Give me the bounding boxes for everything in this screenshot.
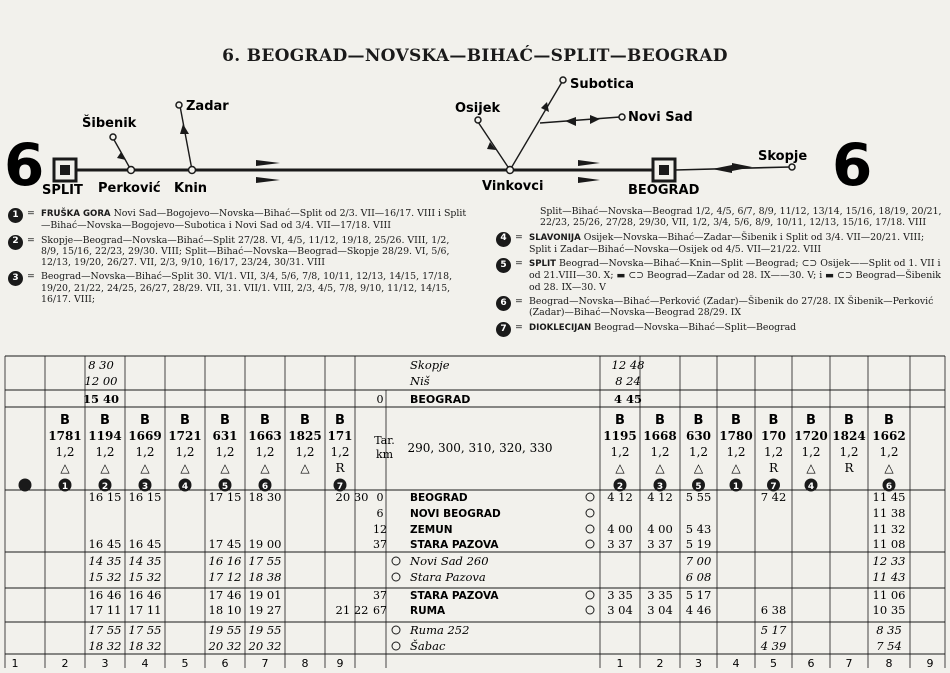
time-cell: 19 55 — [208, 623, 242, 637]
note-1: 1 = FRUŠKA GORA Novi Sad—Bogojevo—Novska—Bihać—Split od 2/3. VII—16/17. VIII i Split—Bihać—Novska—Bogojevo—Subotica i Novi Sad od 3/4. VII—17/18. VIII — [8, 208, 468, 232]
station-name: STARA PAZOVA — [410, 590, 499, 602]
train-class: 1,2 — [55, 445, 75, 459]
time-cell: 14 35 — [88, 554, 122, 568]
note-3: 3 = Beograd—Novska—Bihać—Split 30. VI/1. VII, 3/4, 5/6, 7/8, 10/11, 12/13, 14/15, 17/18, 19/20, 21/22, 24/25, 26/27, 28/29. VII, 31. VII/1. VIII, 2/3, 4/5, 7/8, 9/10, 11/12, 14/15, 16/17. VIII; — [8, 271, 468, 305]
km-cell: 37 — [373, 589, 387, 602]
time-cell: 3 37 — [647, 537, 673, 551]
arrow-skopje-1 — [712, 165, 732, 173]
station-dot-subotica — [560, 77, 566, 83]
train-class: 1,2 — [295, 445, 315, 459]
time-cell: 8 24 — [615, 374, 641, 388]
train-symbol: △ — [260, 461, 270, 475]
train-note-number: 5 — [221, 482, 229, 492]
time-cell: 4 39 — [760, 639, 787, 653]
station-dot-vinkovci — [507, 167, 514, 174]
time-cell: 5 55 — [685, 490, 712, 504]
time-cell: 8 30 — [88, 358, 114, 372]
station-circle — [392, 642, 400, 650]
time-cell: 3 04 — [607, 603, 633, 617]
time-cell: 4 00 — [647, 522, 673, 536]
time-cell: 19 55 — [248, 623, 282, 637]
arrow-novi-sad-2 — [590, 115, 600, 124]
note-mark: 4 — [496, 232, 511, 247]
train-note-number: 1 — [61, 482, 69, 492]
note-7: 7 = DIOKLECIJAN Beograd—Novska—Bihać—Split—Beograd — [496, 322, 944, 337]
train-note-number: 6 — [261, 482, 269, 492]
time-cell: 17 55 — [248, 554, 282, 568]
km-cell: 12 — [373, 523, 387, 536]
train-class: 1,2 — [135, 445, 155, 459]
time-cell: 11 32 — [872, 522, 906, 536]
column-number: 7 — [261, 657, 269, 670]
station-circle — [586, 509, 594, 517]
time-cell: 11 08 — [872, 537, 906, 551]
label-skopje: Skopje — [758, 149, 808, 164]
time-cell: 4 12 — [607, 490, 633, 504]
train-symbol: △ — [615, 461, 625, 475]
train-symbol: △ — [884, 461, 894, 475]
time-cell: 3 35 — [647, 588, 673, 602]
train-class: 1,2 — [255, 445, 275, 459]
train-category: B — [60, 413, 70, 428]
page-title: 6. BEOGRAD—NOVSKA—BIHAĆ—SPLIT—BEOGRAD — [222, 46, 728, 66]
train-category: B — [100, 413, 110, 428]
train-note-number: 2 — [616, 482, 624, 492]
time-cell: 11 43 — [872, 570, 906, 584]
time-cell: 12 33 — [872, 554, 906, 568]
column-number: 5 — [181, 657, 189, 670]
km-cell: 0 — [376, 393, 384, 406]
train-symbol: △ — [806, 461, 816, 475]
train-symbol: R — [768, 461, 779, 475]
train-class: 1,2 — [726, 445, 746, 459]
column-number: 4 — [732, 657, 740, 670]
train-number: 1194 — [88, 429, 122, 443]
label-osijek: Osijek — [455, 101, 501, 116]
train-number: 1781 — [48, 429, 82, 443]
train-class: 1,2 — [801, 445, 821, 459]
train-note-number: 5 — [695, 482, 702, 492]
note-5: 5 = SPLIT Beograd—Novska—Bihać—Knin—Split —Beograd; ⊂⊃ Osijek——Split od 1. VII i od 21.VIII—30. X; ▬ ⊂⊃ Beograd—Zadar od 28. IX——30. V; i ▬ ⊂⊃ Beograd—Šibenik od 28. IX—30. V — [496, 258, 944, 293]
time-cell: 5 43 — [685, 522, 712, 536]
arrow-sibenik — [117, 152, 126, 160]
train-category: B — [140, 413, 150, 428]
time-cell: 4 12 — [647, 490, 673, 504]
time-cell: 5 19 — [685, 537, 712, 551]
time-cell: 18 10 — [208, 603, 242, 617]
train-symbol: R — [844, 461, 854, 475]
time-cell: 20 32 — [208, 639, 242, 653]
line-novi-sad — [540, 117, 620, 123]
train-category: B — [260, 413, 270, 428]
column-number: 1 — [616, 657, 624, 670]
train-category: B — [335, 413, 345, 428]
station-name: Stara Pazova — [410, 570, 486, 584]
station-name: ZEMUN — [410, 524, 453, 536]
time-cell: 12 00 — [84, 374, 118, 388]
note-train-name: FRUŠKA GORA — [41, 209, 111, 219]
train-number: 1662 — [872, 429, 906, 443]
train-note-number: 7 — [336, 482, 344, 492]
time-cell: 17 11 — [128, 603, 162, 617]
time-cell: 16 15 — [88, 490, 122, 504]
train-note-number: 7 — [770, 482, 777, 492]
time-cell: 7 54 — [876, 639, 902, 653]
note-train-name: DIOKLECIJAN — [529, 322, 592, 333]
train-symbol: △ — [693, 461, 704, 475]
note-train-name: SPLIT — [529, 259, 557, 270]
time-cell: 15 40 — [82, 392, 120, 406]
train-class: 1,2 — [330, 445, 350, 459]
route-map — [0, 70, 950, 202]
time-cell: 8 35 — [876, 623, 902, 637]
train-symbol: △ — [60, 461, 70, 475]
note-2: 2 = Skopje—Beograd—Novska—Bihać—Split 27/28. VI, 4/5, 11/12, 19/18, 25/26. VIII, 1/2, 8/9, 15/16, 22/23, 29/30. VIII; Split—Bihać—Novska—Beograd—Skopje 28/29. VI, 5/6, 12/13, 19/20, 26/27. VII, 2/3, 9/10, 16/17, 23/24, 30/31. VIII — [8, 235, 468, 269]
time-cell: 18 30 — [248, 490, 282, 504]
time-cell: 3 37 — [607, 537, 633, 551]
time-cell: 19 00 — [248, 537, 282, 551]
tar-km-label: km — [375, 448, 394, 461]
time-cell: 3 35 — [607, 588, 633, 602]
train-symbol: △ — [180, 461, 190, 475]
note-mark: 5 — [496, 258, 511, 273]
train-number: 1669 — [128, 429, 162, 443]
km-cell: 67 — [373, 604, 387, 617]
time-cell: 16 45 — [88, 537, 122, 551]
time-cell: 6 38 — [760, 603, 787, 617]
arrow-main-3 — [578, 160, 600, 166]
train-class: 1,2 — [95, 445, 115, 459]
note-mark: 6 — [496, 296, 511, 311]
train-class: 1,2 — [879, 445, 899, 459]
column-number: 2 — [61, 657, 69, 670]
time-cell: 5 17 — [760, 623, 787, 637]
train-category: B — [655, 413, 665, 428]
note-mark: 7 — [496, 322, 511, 337]
notes-right — [496, 206, 944, 340]
arrow-main-1 — [256, 160, 280, 166]
time-cell: 4 00 — [607, 522, 633, 536]
label-split: SPLIT — [42, 183, 83, 198]
train-category: B — [693, 413, 704, 428]
column-number: 2 — [656, 657, 664, 670]
time-cell: 10 35 — [872, 603, 906, 617]
time-cell: 16 45 — [128, 537, 162, 551]
label-subotica: Subotica — [570, 77, 635, 92]
label-sibenik: Šibenik — [82, 116, 137, 131]
note-mark: 1 — [8, 208, 23, 223]
column-number: 6 — [221, 657, 229, 670]
arrow-zadar — [180, 124, 189, 134]
train-number: 1824 — [832, 429, 866, 443]
station-name: BEOGRAD — [410, 393, 471, 406]
time-cell: 18 32 — [88, 639, 122, 653]
train-symbol: △ — [140, 461, 150, 475]
train-number: 170 — [760, 429, 787, 443]
label-zadar: Zadar — [186, 99, 229, 114]
train-class: 1,2 — [763, 445, 784, 459]
station-name: RUMA — [410, 605, 446, 617]
station-name: Niš — [410, 374, 430, 388]
train-symbol: △ — [655, 461, 665, 475]
line-osijek — [478, 122, 510, 170]
label-novi-sad: Novi Sad — [628, 110, 693, 125]
time-cell: 12 48 — [611, 358, 645, 372]
note-3-continued: Split—Bihać—Novska—Beograd 1/2, 4/5, 6/7, 8/9, 11/12, 13/14, 15/16, 18/19, 20/21, 22/23, 25/26, 27/28, 29/30, VII, 1/2, 3/4, 5/6, 8/9, 10/11, 12/13, 15/16, 17/18. VIII — [540, 206, 942, 229]
arrow-novi-sad-1 — [565, 117, 576, 126]
station-name: BEOGRAD — [410, 492, 468, 504]
time-cell: 6 08 — [685, 570, 712, 584]
time-cell: 3 04 — [647, 603, 673, 617]
train-note-number: 3 — [656, 482, 664, 492]
km-cell: 0 — [376, 491, 384, 504]
train-number: 630 — [685, 429, 712, 443]
km-cell: 6 — [376, 507, 384, 520]
station-circle — [586, 591, 594, 599]
train-category: B — [768, 413, 779, 428]
column-number: 1 — [11, 657, 19, 670]
tar-km-label: Tar. — [374, 434, 395, 447]
time-cell: 16 46 — [128, 588, 162, 602]
train-category: B — [300, 413, 310, 428]
train-category: B — [884, 413, 894, 428]
train-number: 1663 — [248, 429, 282, 443]
time-cell: 17 46 — [208, 588, 242, 602]
column-number: 4 — [141, 657, 149, 670]
time-cell: 17 55 — [88, 623, 122, 637]
note-4: 4 = SLAVONIJA Osijek—Novska—Bihać—Zadar—Šibenik i Split od 3/4. VII—20/21. VIII; Split i Zadar—Bihać—Novska—Osijek od 4/5. VII—21/22. VIII — [496, 232, 944, 256]
train-class: 1,2 — [650, 445, 670, 459]
time-cell: 17 55 — [128, 623, 162, 637]
time-cell: 4 46 — [685, 603, 712, 617]
column-number: 9 — [926, 657, 934, 670]
train-category: B — [220, 413, 230, 428]
station-name: Novi Sad 260 — [410, 554, 489, 568]
train-note-number: 6 — [885, 482, 893, 492]
label-beograd: BEOGRAD — [628, 183, 700, 198]
label-perkovic: Perković — [98, 181, 161, 196]
time-cell: 15 32 — [88, 570, 122, 584]
station-dot-novi-sad — [619, 114, 625, 120]
station-circle — [392, 626, 400, 634]
train-note-number: 2 — [101, 482, 109, 492]
train-symbol: △ — [731, 461, 741, 475]
arrow-main-4 — [578, 177, 600, 183]
train-class: 1,2 — [215, 445, 235, 459]
note-train-name: SLAVONIJA — [529, 232, 581, 243]
station-circle — [392, 557, 400, 565]
note-6: 6 = Beograd—Novska—Bihać—Perković (Zadar)—Šibenik do 27/28. IX Šibenik—Perković (Zadar)—Bihać—Novska—Beograd 28/29. IX — [496, 296, 944, 319]
train-note-mark — [19, 479, 32, 492]
time-cell: 16 15 — [128, 490, 162, 504]
column-number: 5 — [770, 657, 777, 670]
station-dot-zadar — [176, 102, 182, 108]
time-cell: 18 32 — [128, 639, 162, 653]
train-note-number: 4 — [181, 482, 189, 492]
time-cell: 11 38 — [872, 506, 906, 520]
time-cell: 17 45 — [208, 537, 242, 551]
train-number: 1780 — [719, 429, 753, 443]
train-category: B — [615, 413, 625, 428]
station-circle — [586, 606, 594, 614]
time-cell: 21 22 — [335, 603, 369, 617]
train-symbol: R — [335, 461, 345, 475]
time-cell: 20 32 — [248, 639, 282, 653]
station-dot-perkovic — [128, 167, 135, 174]
time-cell: 15 32 — [128, 570, 162, 584]
time-cell: 17 15 — [208, 490, 242, 504]
time-cell: 19 27 — [248, 603, 282, 617]
station-circle — [392, 573, 400, 581]
line-subotica — [510, 82, 562, 170]
station-name: NOVI BEOGRAD — [410, 508, 501, 520]
note-mark: 3 — [8, 271, 23, 286]
station-name: Šabac — [410, 639, 446, 653]
train-class: 1,2 — [688, 445, 709, 459]
train-class: 1,2 — [175, 445, 195, 459]
train-note-number: 1 — [732, 482, 740, 492]
time-cell: 17 11 — [88, 603, 122, 617]
time-cell: 4 45 — [613, 392, 643, 406]
train-class: 1,2 — [610, 445, 630, 459]
train-category: B — [806, 413, 816, 428]
train-symbol: △ — [220, 461, 230, 475]
column-number: 7 — [845, 657, 853, 670]
time-cell: 16 46 — [88, 588, 122, 602]
station-name: Skopje — [410, 358, 450, 372]
arrow-skopje-2 — [732, 163, 752, 171]
column-number: 9 — [336, 657, 344, 670]
time-cell: 14 35 — [128, 554, 162, 568]
train-number: 1668 — [643, 429, 677, 443]
column-number: 3 — [101, 657, 109, 670]
label-vinkovci: Vinkovci — [482, 179, 544, 194]
time-cell: 17 12 — [208, 570, 242, 584]
column-number: 8 — [301, 657, 309, 670]
time-cell: 18 38 — [248, 570, 282, 584]
column-number: 6 — [807, 657, 815, 670]
train-note-number: 4 — [807, 482, 815, 492]
column-number: 3 — [695, 657, 702, 670]
label-knin: Knin — [174, 181, 208, 196]
station-dot-knin — [189, 167, 196, 174]
train-category: B — [731, 413, 741, 428]
arrow-main-2 — [256, 177, 280, 183]
time-cell: 11 06 — [872, 588, 906, 602]
line-zadar — [180, 106, 192, 170]
route-number-left: 6 — [4, 131, 45, 199]
time-cell: 11 45 — [872, 490, 906, 504]
timetable — [0, 352, 950, 672]
train-symbol: △ — [300, 461, 310, 475]
train-number: 171 — [327, 429, 353, 443]
station-circle — [586, 540, 594, 548]
train-number: 1721 — [168, 429, 202, 443]
station-dot-osijek — [475, 117, 481, 123]
time-cell: 19 01 — [248, 588, 282, 602]
note-mark: 2 — [8, 235, 23, 250]
station-name: STARA PAZOVA — [410, 539, 499, 551]
notes-left — [8, 208, 468, 308]
km-cell: 37 — [373, 538, 387, 551]
station-circle — [586, 493, 594, 501]
train-note-number: 3 — [141, 482, 149, 492]
train-number: 1195 — [603, 429, 637, 443]
station-name: Ruma 252 — [410, 623, 470, 637]
train-number: 1825 — [288, 429, 322, 443]
time-cell: 20 30 — [335, 490, 369, 504]
station-circle — [586, 525, 594, 533]
station-dot-skopje — [789, 164, 795, 170]
table-ref-numbers: 290, 300, 310, 320, 330 — [407, 441, 553, 455]
route-number-right: 6 — [832, 131, 873, 199]
column-number: 8 — [885, 657, 893, 670]
train-number: 1720 — [794, 429, 828, 443]
train-symbol: △ — [100, 461, 110, 475]
station-dot-sibenik — [110, 134, 116, 140]
time-cell: 16 16 — [208, 554, 242, 568]
time-cell: 7 00 — [685, 554, 712, 568]
train-category: B — [844, 413, 854, 428]
time-cell: 7 42 — [760, 490, 787, 504]
train-class: 1,2 — [839, 445, 859, 459]
train-number: 631 — [212, 429, 238, 443]
time-cell: 5 17 — [685, 588, 712, 602]
train-category: B — [180, 413, 190, 428]
